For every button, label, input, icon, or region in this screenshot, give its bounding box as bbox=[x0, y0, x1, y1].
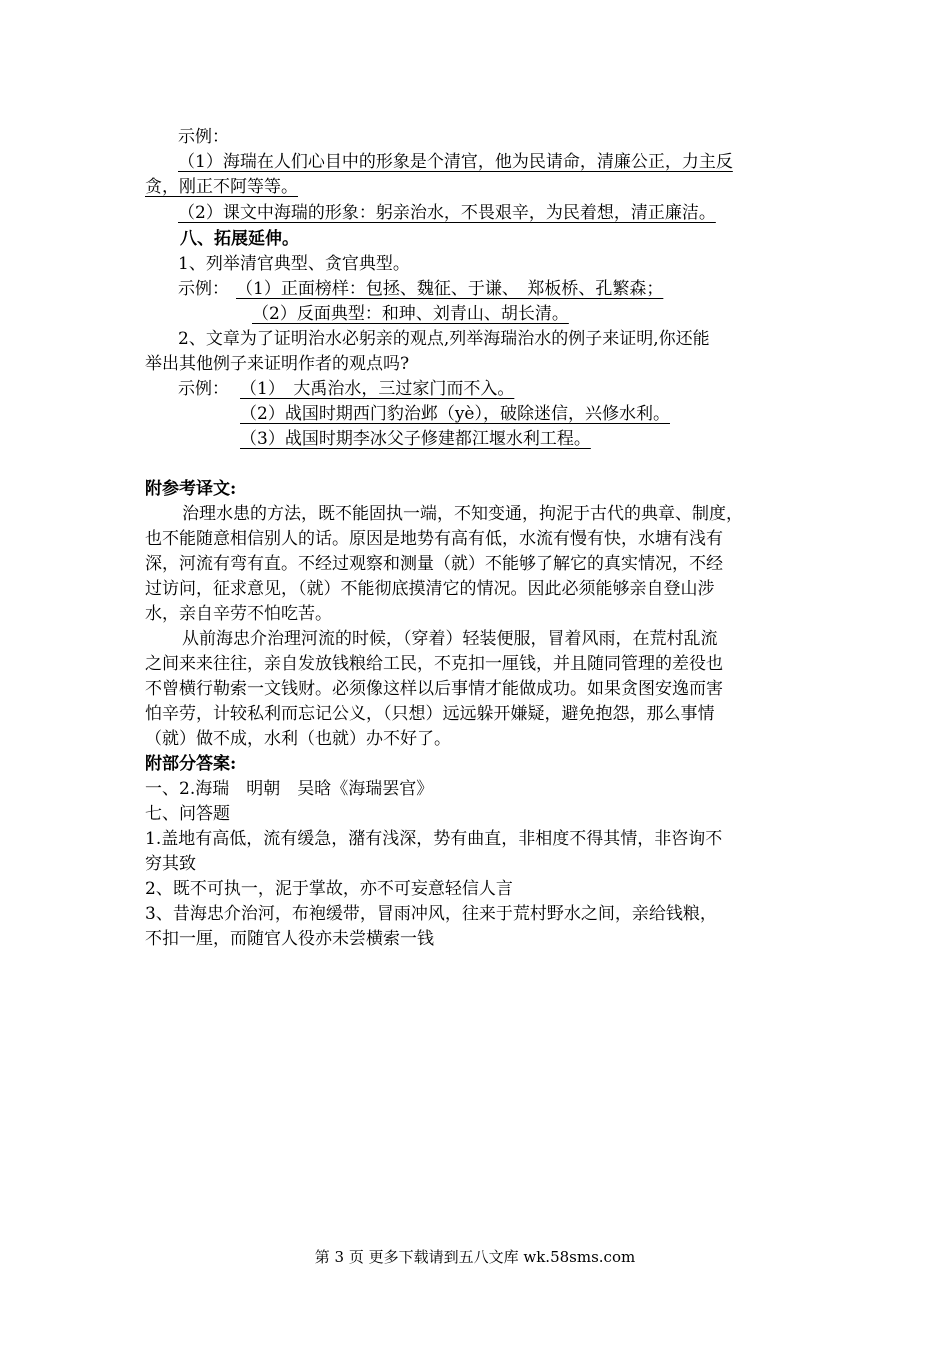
section-8-q2-label: 示例： bbox=[178, 379, 229, 399]
answers-line-1: 一、2.海瑞 明朝 吴晗《海瑞罢官》 bbox=[145, 779, 434, 799]
answer-2: 2、既不可执一，泥于掌故，亦不可妄意轻信人言 bbox=[145, 879, 513, 899]
translation-p1-line: 也不能随意相信别人的话。原因是地势有高有低，水流有慢有快，水塘有浅有 bbox=[145, 529, 723, 549]
example-1-line-1: （1）海瑞在人们心目中的形象是个清官，他为民请命，清廉公正，力主反 bbox=[178, 152, 733, 172]
examples-label: 示例： bbox=[178, 127, 229, 147]
translation-heading: 附参考译文: bbox=[145, 479, 237, 499]
page-footer: 第 3 页 更多下载请到五八文库 wk.58sms.com bbox=[314, 1248, 636, 1266]
section-8-heading: 八、拓展延伸。 bbox=[180, 229, 299, 249]
section-8-question-1: 1、列举清官典型、贪官典型。 bbox=[178, 254, 410, 274]
translation-p1-line: 水，亲自辛劳不怕吃苦。 bbox=[145, 604, 332, 624]
section-8-q1-answer-2: （2）反面典型：和珅、刘青山、胡长清。 bbox=[252, 304, 569, 324]
section-8-q2-answer-1: （1） 大禹治水，三过家门而不入。 bbox=[240, 379, 515, 399]
translation-p2-line: 从前海忠介治理河流的时候，（穿着）轻装便服，冒着风雨，在荒村乱流 bbox=[182, 629, 718, 649]
answers-line-2: 七、问答题 bbox=[145, 804, 230, 824]
answer-3-line-2: 不扣一厘，而随官人役亦未尝横索一钱 bbox=[145, 929, 434, 949]
translation-p1-line: 治理水患的方法，既不能固执一端，不知变通，拘泥于古代的典章、制度， bbox=[182, 504, 743, 524]
translation-p2-line: （就）做不成，水利（也就）办不好了。 bbox=[145, 729, 451, 749]
answers-heading: 附部分答案: bbox=[145, 754, 237, 774]
answer-1-line-1: 1.盖地有高低，流有缓急，潴有浅深，势有曲直，非相度不得其情，非咨询不 bbox=[145, 829, 723, 849]
answer-3-line-1: 3、昔海忠介治河，布袍缓带，冒雨冲风，往来于荒村野水之间，亲给钱粮， bbox=[145, 904, 717, 924]
translation-p2-line: 之间来来往往，亲自发放钱粮给工民，不克扣一厘钱，并且随同管理的差役也 bbox=[145, 654, 723, 674]
translation-p1-line: 深，河流有弯有直。不经过观察和测量（就）不能够了解它的真实情况，不经 bbox=[145, 554, 723, 574]
example-2: （2）课文中海瑞的形象：躬亲治水，不畏艰辛，为民着想，清正廉洁。 bbox=[178, 203, 716, 223]
translation-p2-line: 不曾横行勒索一文钱财。必须像这样以后事情才能做成功。如果贪图安逸而害 bbox=[145, 679, 723, 699]
translation-p1-line: 过访问，征求意见，（就）不能彻底摸清它的情况。因此必须能够亲自登山涉 bbox=[145, 579, 715, 599]
translation-p2-line: 怕辛劳，计较私利而忘记公义，（只想）远远躲开嫌疑，避免抱怨，那么事情 bbox=[145, 704, 715, 724]
section-8-question-2-line-2: 举出其他例子来证明作者的观点吗? bbox=[145, 354, 410, 374]
section-8-q1-answer-1: （1）正面榜样：包拯、魏征、于谦、 郑板桥、孔繁森； bbox=[236, 279, 664, 299]
section-8-question-2-line-1: 2、文章为了证明治水必躬亲的观点,列举海瑞治水的例子来证明,你还能 bbox=[178, 329, 710, 349]
section-8-q2-answer-2: （2）战国时期西门豹治邺（yè），破除迷信，兴修水利。 bbox=[240, 404, 670, 424]
section-8-q2-answer-3: （3）战国时期李冰父子修建都江堰水利工程。 bbox=[240, 429, 591, 449]
answer-1-line-2: 穷其致 bbox=[145, 854, 196, 874]
example-1-line-2: 贪，刚正不阿等等。 bbox=[145, 177, 298, 197]
section-8-q1-label: 示例： bbox=[178, 279, 229, 299]
